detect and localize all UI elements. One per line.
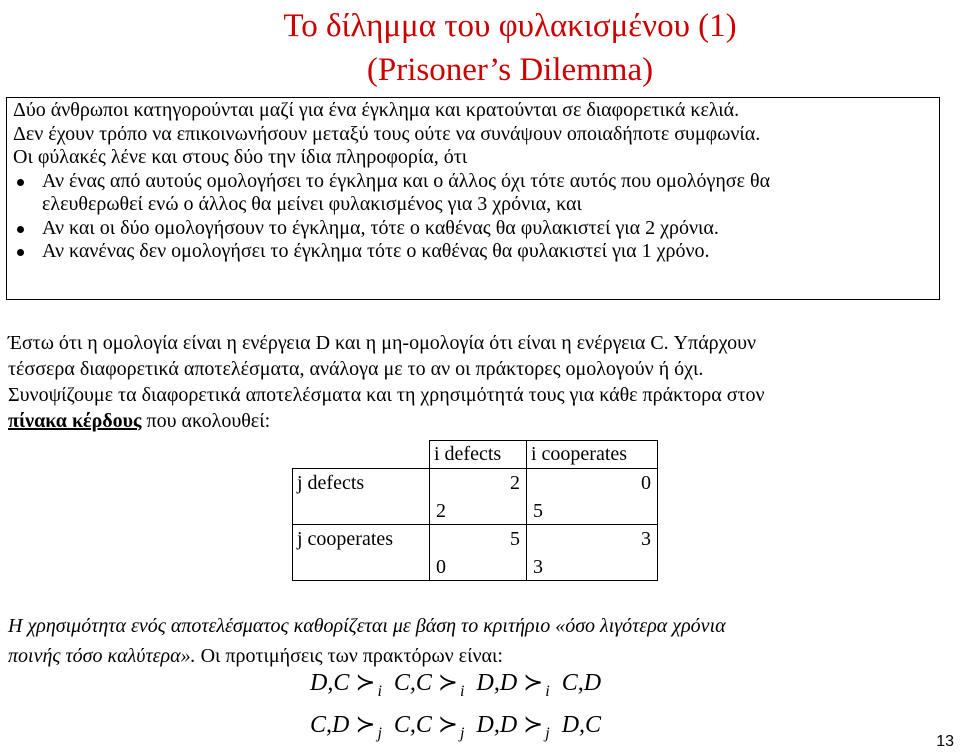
paragraph-line: Συνοψίζουμε τα διαφορετικά αποτελέσματα και τη χρησιμότητά τους για κάθε πράκτορα στον [8, 384, 765, 406]
slide-title [0, 4, 960, 92]
payoff-cell [527, 525, 658, 581]
row-header-j-defects: j defects [293, 469, 430, 525]
preference-ordering-i [310, 668, 601, 701]
utility-statement [8, 611, 948, 671]
bullet-item-1 [13, 170, 933, 217]
paragraph-line-rest: που ακολουθεί: [141, 410, 271, 432]
table-row [293, 469, 658, 525]
outcome-term: C,C [393, 712, 432, 738]
outcome-term: D,C [561, 712, 602, 738]
payoff-j-value: 5 [533, 500, 543, 522]
title-line-1: Το δίλημμα του φυλακισμένου (1) [283, 8, 737, 44]
payoff-cell [430, 469, 527, 525]
outcome-term: D,D [476, 712, 518, 738]
bullet-item-3 [13, 240, 933, 264]
preference-ordering-j [310, 710, 601, 743]
row-header-j-cooperates: j cooperates [293, 525, 430, 581]
bullet-text: Αν και οι δύο ομολογήσουν το έγκλημα, τότε ο καθένας θα φυλακιστεί για 2 χρόνια. [42, 216, 719, 239]
payoff-i-value: 3 [641, 528, 651, 550]
bullet-item-2 [13, 217, 933, 241]
intro-line-3: Οι φύλακές λένε και στους δύο την ίδια πληροφορία, ότι [13, 146, 468, 168]
payoff-cell [430, 525, 527, 581]
col-header-i-defects: i defects [430, 441, 527, 469]
paragraph-line [8, 408, 948, 434]
agent-subscript: i [545, 682, 550, 700]
payoff-table [292, 440, 658, 581]
page-number: 13 [936, 733, 954, 750]
payoff-j-value: 3 [533, 556, 543, 578]
table-header-row [293, 441, 658, 469]
bullet-dot-icon [17, 249, 24, 256]
payoff-cell [527, 469, 658, 525]
prefers-symbol-icon: ≻ [355, 670, 376, 696]
bullet-text: Αν κανένας δεν ομολογήσει το έγκλημα τότε ο καθένας θα φυλακιστεί για 1 χρόνο. [42, 240, 710, 262]
outcome-term: D,C [310, 670, 350, 696]
payoff-matrix-term: πίνακα κέρδους [8, 410, 142, 432]
explanation-paragraph [8, 330, 948, 434]
outcome-term: C,D [561, 670, 602, 696]
intro-line-1: Δύο άνθρωποι κατηγορούνται μαζί για ένα έγκλημα και κρατούνται σε διαφορετικά κελιά. [13, 99, 740, 121]
payoff-i-value: 2 [510, 472, 520, 494]
intro-box [6, 97, 940, 300]
agent-subscript: j [460, 724, 465, 742]
outcome-term: D,D [476, 670, 518, 696]
utility-line-italic: ποινής τόσο καλύτερα». [8, 645, 196, 667]
utility-line: Η χρησιμότητα ενός αποτελέσματος καθορίζεται με βάση το κριτήριο «όσο λιγότερα χρόνια [8, 615, 726, 637]
agent-subscript: i [377, 682, 382, 700]
outcome-term: C,D [310, 712, 350, 738]
table-row [293, 525, 658, 581]
intro-line-2: Δεν έχουν τρόπο να επικοινωνήσουν μεταξύ τους ούτε να συνάψουν οποιαδήποτε συμφωνία. [13, 122, 761, 145]
bullet-text: ελευθερωθεί ενώ ο άλλος θα μείνει φυλακισμένος για 3 χρόνια, και [42, 193, 582, 215]
utility-line [8, 641, 948, 671]
payoff-i-value: 5 [510, 528, 520, 550]
payoff-j-value: 0 [436, 556, 446, 578]
utility-line-normal: Οι προτιμήσεις των πρακτόρων είναι: [195, 645, 503, 667]
outcome-term: C,C [393, 670, 432, 696]
prefers-symbol-icon: ≻ [355, 712, 376, 738]
payoff-i-value: 0 [641, 472, 651, 494]
paragraph-line: τέσσερα διαφορετικά αποτελέσματα, ανάλογα με το αν οι πράκτορες ομολογούν ή όχι. [8, 358, 704, 380]
prefers-symbol-icon: ≻ [437, 712, 459, 738]
bullet-dot-icon [17, 226, 24, 233]
agent-subscript: i [460, 682, 465, 700]
bullet-text: Αν ένας από αυτούς ομολογήσει το έγκλημα και ο άλλος όχι τότε αυτός που ομολόγησε θα [42, 169, 771, 192]
prefers-symbol-icon: ≻ [437, 670, 459, 696]
table-corner-cell [293, 441, 430, 469]
payoff-j-value: 2 [436, 500, 446, 522]
agent-subscript: j [377, 724, 382, 742]
col-header-i-cooperates: i cooperates [527, 441, 658, 469]
prefers-symbol-icon: ≻ [523, 670, 544, 696]
prefers-symbol-icon: ≻ [523, 712, 544, 738]
paragraph-line: Έστω ότι η ομολογία είναι η ενέργεια D και η μη-ομολογία ότι είναι η ενέργεια C. Υπάρχουν [8, 332, 757, 354]
agent-subscript: j [545, 724, 550, 742]
title-line-2: (Prisoner’s Dilemma) [366, 52, 654, 88]
bullet-dot-icon [17, 179, 24, 186]
